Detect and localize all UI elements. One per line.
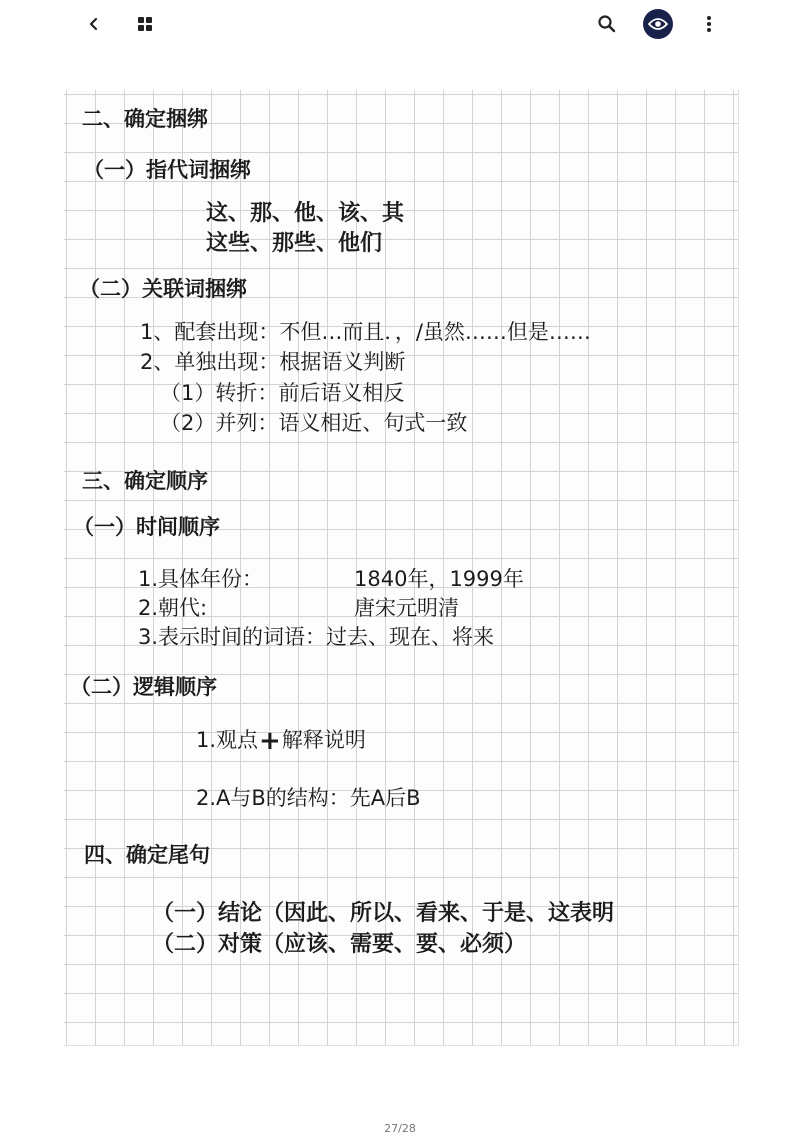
back-button[interactable] [76, 6, 112, 42]
s3-1-item-1-value: 1840年，1999年 [354, 567, 524, 591]
top-toolbar [0, 0, 800, 50]
reading-mode-button[interactable] [640, 6, 676, 42]
section-heading-4: 四、确定尾句 [84, 843, 210, 867]
more-vertical-icon [706, 15, 712, 33]
s2-2-item-2b: （2）并列：语义相近、句式一致 [160, 411, 468, 435]
subsection-2-2: （二）关联词捆绑 [79, 277, 247, 301]
s2-1-line-2: 这些、那些、他们 [206, 231, 383, 256]
more-options-button[interactable] [691, 6, 727, 42]
s3-1-item-1-label: 1.具体年份： [138, 567, 264, 591]
s4-item-1: （一）结论（因此、所以、看来、于是、这表明 [152, 901, 615, 926]
page-indicator: 27/28 [384, 1122, 416, 1135]
plus-sign: + [259, 726, 281, 756]
s2-1-line-1: 这、那、他、该、其 [206, 201, 405, 226]
grid-view-icon [137, 16, 153, 32]
s3-1-item-2-value: 唐宋元明清 [354, 596, 459, 620]
s3-2-item-1-part-a: 1.观点 [196, 728, 259, 752]
s2-2-item-2a: （1）转折：前后语义相反 [160, 381, 405, 405]
s3-1-item-2-label: 2.朝代: [138, 596, 208, 620]
grid-view-button[interactable] [127, 6, 163, 42]
chevron-left-icon [87, 17, 101, 31]
search-button[interactable] [589, 6, 625, 42]
eye-icon [648, 17, 668, 31]
s2-2-item-2: 2、单独出现：根据语义判断 [140, 350, 406, 374]
section-heading-3: 三、确定顺序 [82, 469, 208, 493]
subsection-2-1: （一）指代词捆绑 [83, 158, 251, 182]
s2-2-item-1: 1、配套出现：不但…而且．，/虽然……但是…… [140, 320, 591, 344]
search-icon [597, 14, 617, 34]
subsection-3-2: （二）逻辑顺序 [70, 675, 217, 699]
eye-icon-badge [643, 9, 673, 39]
s3-1-item-3: 3.表示时间的词语：过去、现在、将来 [138, 625, 495, 649]
s3-2-item-2: 2.A与B的结构：先A后B [196, 786, 421, 810]
section-heading-2: 二、确定捆绑 [82, 107, 208, 131]
subsection-3-1: （一）时间顺序 [73, 515, 220, 539]
s3-2-item-1-part-b: 解释说明 [281, 728, 366, 752]
s4-item-2: （二）对策（应该、需要、要、必须） [152, 932, 527, 957]
s3-2-item-1 [196, 725, 366, 755]
